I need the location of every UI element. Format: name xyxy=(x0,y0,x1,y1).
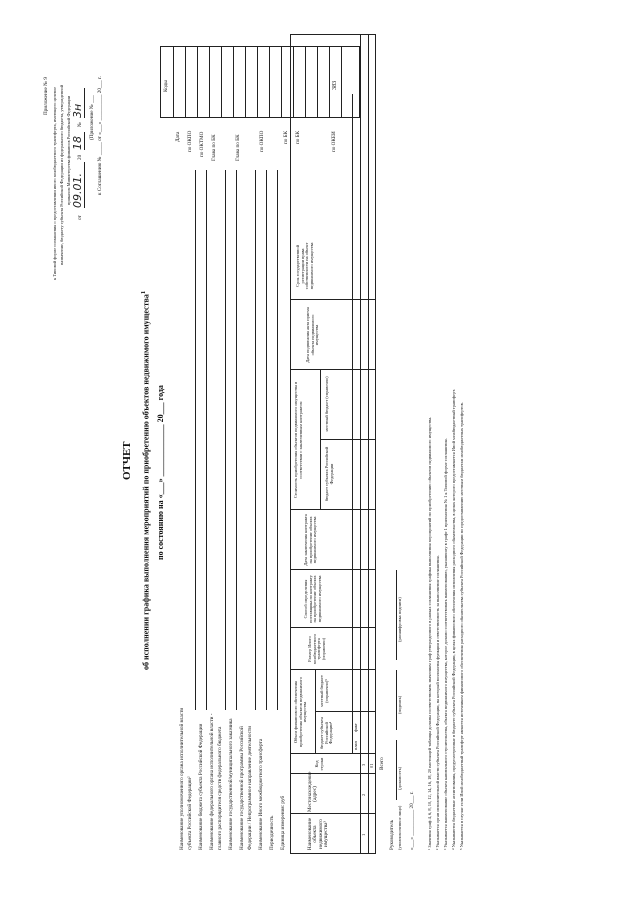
signature-name: (расшифровка подписи) xyxy=(397,597,402,642)
footnote-2: ² Указывается орган исполнительной власти субъекта Российской Федерации, на который возложены функции и ответственность за выполнение соглашения. xyxy=(435,555,440,850)
code-label-glava-bk: Глава по БК xyxy=(211,134,217,161)
col-method-header: Способ определения поставщика по контракту на приобретение объекта недвижимого имущества xyxy=(303,575,322,623)
code-label-bk-2: по БК xyxy=(295,130,301,144)
order-date-handwritten: 09.01. xyxy=(72,162,85,208)
signature-position: (должность) xyxy=(397,766,402,790)
col-number-2: 2 xyxy=(361,793,366,796)
footnote-3: ³ Указывается наименование объекта капитального строительства, объекта недвижимого имущества, которое должно соответствовать наименованию, указанному в графе 1 приложения № 1 к Типовой форме соглашения. xyxy=(443,438,448,850)
as-of-date: по состоянию на «___» _____________ 20___ года xyxy=(156,385,165,560)
field-periodicity: Периодичность xyxy=(269,815,275,850)
order-from: от xyxy=(77,215,83,220)
col-cost-local: местный бюджет (справочно) xyxy=(324,376,329,432)
footnote-5: ⁵ Указывается в случае если Иной межбюджетный трансферт является источником финансового обеспечения расходного обязательства субъекта Российской Федерации по предоставлению местным бюджетам межбюджетных трансфертов. xyxy=(459,402,464,850)
footnote-1: ¹ Значения граф 4, 6, 8, 10, 12, 14, 16, 18, 20 настоящей таблицы должны соответствовать значениям граф утвержденного в рамках соглашения графика выполнения мероприятий по приобретению объектов недвижимого имущества. xyxy=(427,416,432,850)
col-register-header: Срок государственной регистрации права собственности на объект недвижимого имущества xyxy=(295,242,314,290)
total-label: Всего xyxy=(379,757,385,770)
okei-code-value: 383 xyxy=(331,80,338,90)
plan-label: план xyxy=(353,741,358,750)
field-federal-body: Наименование федерального органа исполнительной власти - xyxy=(209,713,215,850)
field-budget: Наименование бюджета субъекта Российской Федерации xyxy=(198,723,204,850)
code-label-oktmo: по ОКТМО xyxy=(199,131,205,157)
field-federal-body-cont: главного распорядителя средств федерального бюджета xyxy=(217,726,223,850)
code-label-okpo-2: по ОКПО xyxy=(259,130,265,152)
report-subtitle: об исполнении графика выполнения мероприятий по приобретению объектов недвижимого имущества$^1$ xyxy=(140,290,151,670)
col-transfer-header: Размер Иного межбюджетного трансферта (справочно) xyxy=(307,633,326,665)
field-transfer: Наименование Иного межбюджетного трансферта xyxy=(258,738,264,850)
fact-label: факт xyxy=(353,723,358,732)
code-label-date: Дата xyxy=(175,131,181,142)
field-authority: Наименование уполномоченного органа исполнительной власти xyxy=(179,707,185,850)
order-year-prefix: 20 xyxy=(77,154,83,160)
field-program-cont: Федерации / Непрограммное направление деятельности xyxy=(247,726,253,850)
col-number-1: 1 xyxy=(361,833,366,836)
field-authority-cont: субъекта Российской Федерации² xyxy=(187,776,193,850)
col-volume-local: местный бюджет (справочно)⁵ xyxy=(319,675,329,707)
field-program: Наименование государственной программы Российской xyxy=(239,726,245,850)
appendix-number: Приложение № 9 xyxy=(43,77,49,115)
code-label-okei: по ОКЕИ xyxy=(331,131,337,152)
signature-sign: (подпись) xyxy=(397,695,402,714)
col-location-header: Местонахождение (адрес) xyxy=(307,771,319,812)
signature-head: Руководитель xyxy=(389,819,395,850)
col-cost-subject: бюджет субъекта Российской Федерации xyxy=(324,446,334,502)
row-code: 01 xyxy=(369,763,374,768)
signature-head-sub: (уполномоченное лицо) xyxy=(397,805,402,850)
col-number-3: 3 xyxy=(361,763,366,766)
code-label-okpo: по ОКПО xyxy=(187,130,193,152)
signature-date: «___» __________ 20___ г. xyxy=(409,791,415,850)
footnote-4: ⁴ Указываются бюджетные ассигнования, предусмотренные в бюджете субъекта Российской Федерации, в целях финансового обеспечения исполнения расходного обязательства, в целях которого предоставляется Иной межбюджетный трансферт. xyxy=(451,389,456,850)
field-unit: Единица измерения: руб xyxy=(280,795,286,850)
col-volume-header: Объем финансового обеспечения приобретения объектов недвижимого имущества xyxy=(293,676,308,748)
annex-label: (Приложение № ___ xyxy=(89,95,95,140)
col-accept-header: Дата подписания акта приема объекта недвижимого имущества xyxy=(305,307,320,363)
col-code-header: Код строки xyxy=(314,757,324,771)
order-number-prefix: № xyxy=(77,122,83,127)
codes-header: Коды xyxy=(163,80,169,92)
col-contract-date-header: Дата заключения контракта на приобретение объекта недвижимого имущества xyxy=(303,514,318,566)
order-year-handwritten: 18 xyxy=(72,132,85,150)
col-object-header: Наименование объекта недвижимого имущества³ xyxy=(307,817,330,851)
order-number-handwritten: 3н xyxy=(72,88,85,118)
agreement-line: к Соглашению № _____ от «___» __________ 20___ г. xyxy=(97,76,103,195)
header-ref-line-3: приказом Министерства финансов Российской Федерации xyxy=(66,95,71,205)
code-label-glava-bk-2: Глава по БК xyxy=(235,134,241,161)
col-volume-subject: бюджет субъекта Российской Федерации⁴ xyxy=(319,717,334,749)
col-cost-header: Стоимость приобретения объектов недвижимого имущества в соответствии с заключенным контрактом xyxy=(293,381,303,499)
header-ref-line-2: назначение, бюджету субъекта Российской Федерации из федерального бюджета, утвержденной xyxy=(59,84,64,265)
report-title: ОТЧЕТ xyxy=(121,441,133,480)
field-customer: Наименование государственной/муниципального заказчика xyxy=(228,718,234,850)
code-label-bk: по БК xyxy=(283,130,289,144)
header-ref-line-1: к Типовой форме соглашения о предоставлении иного межбюджетного трансферта, имеющего целевое xyxy=(52,86,57,280)
rotated-form xyxy=(40,30,600,860)
